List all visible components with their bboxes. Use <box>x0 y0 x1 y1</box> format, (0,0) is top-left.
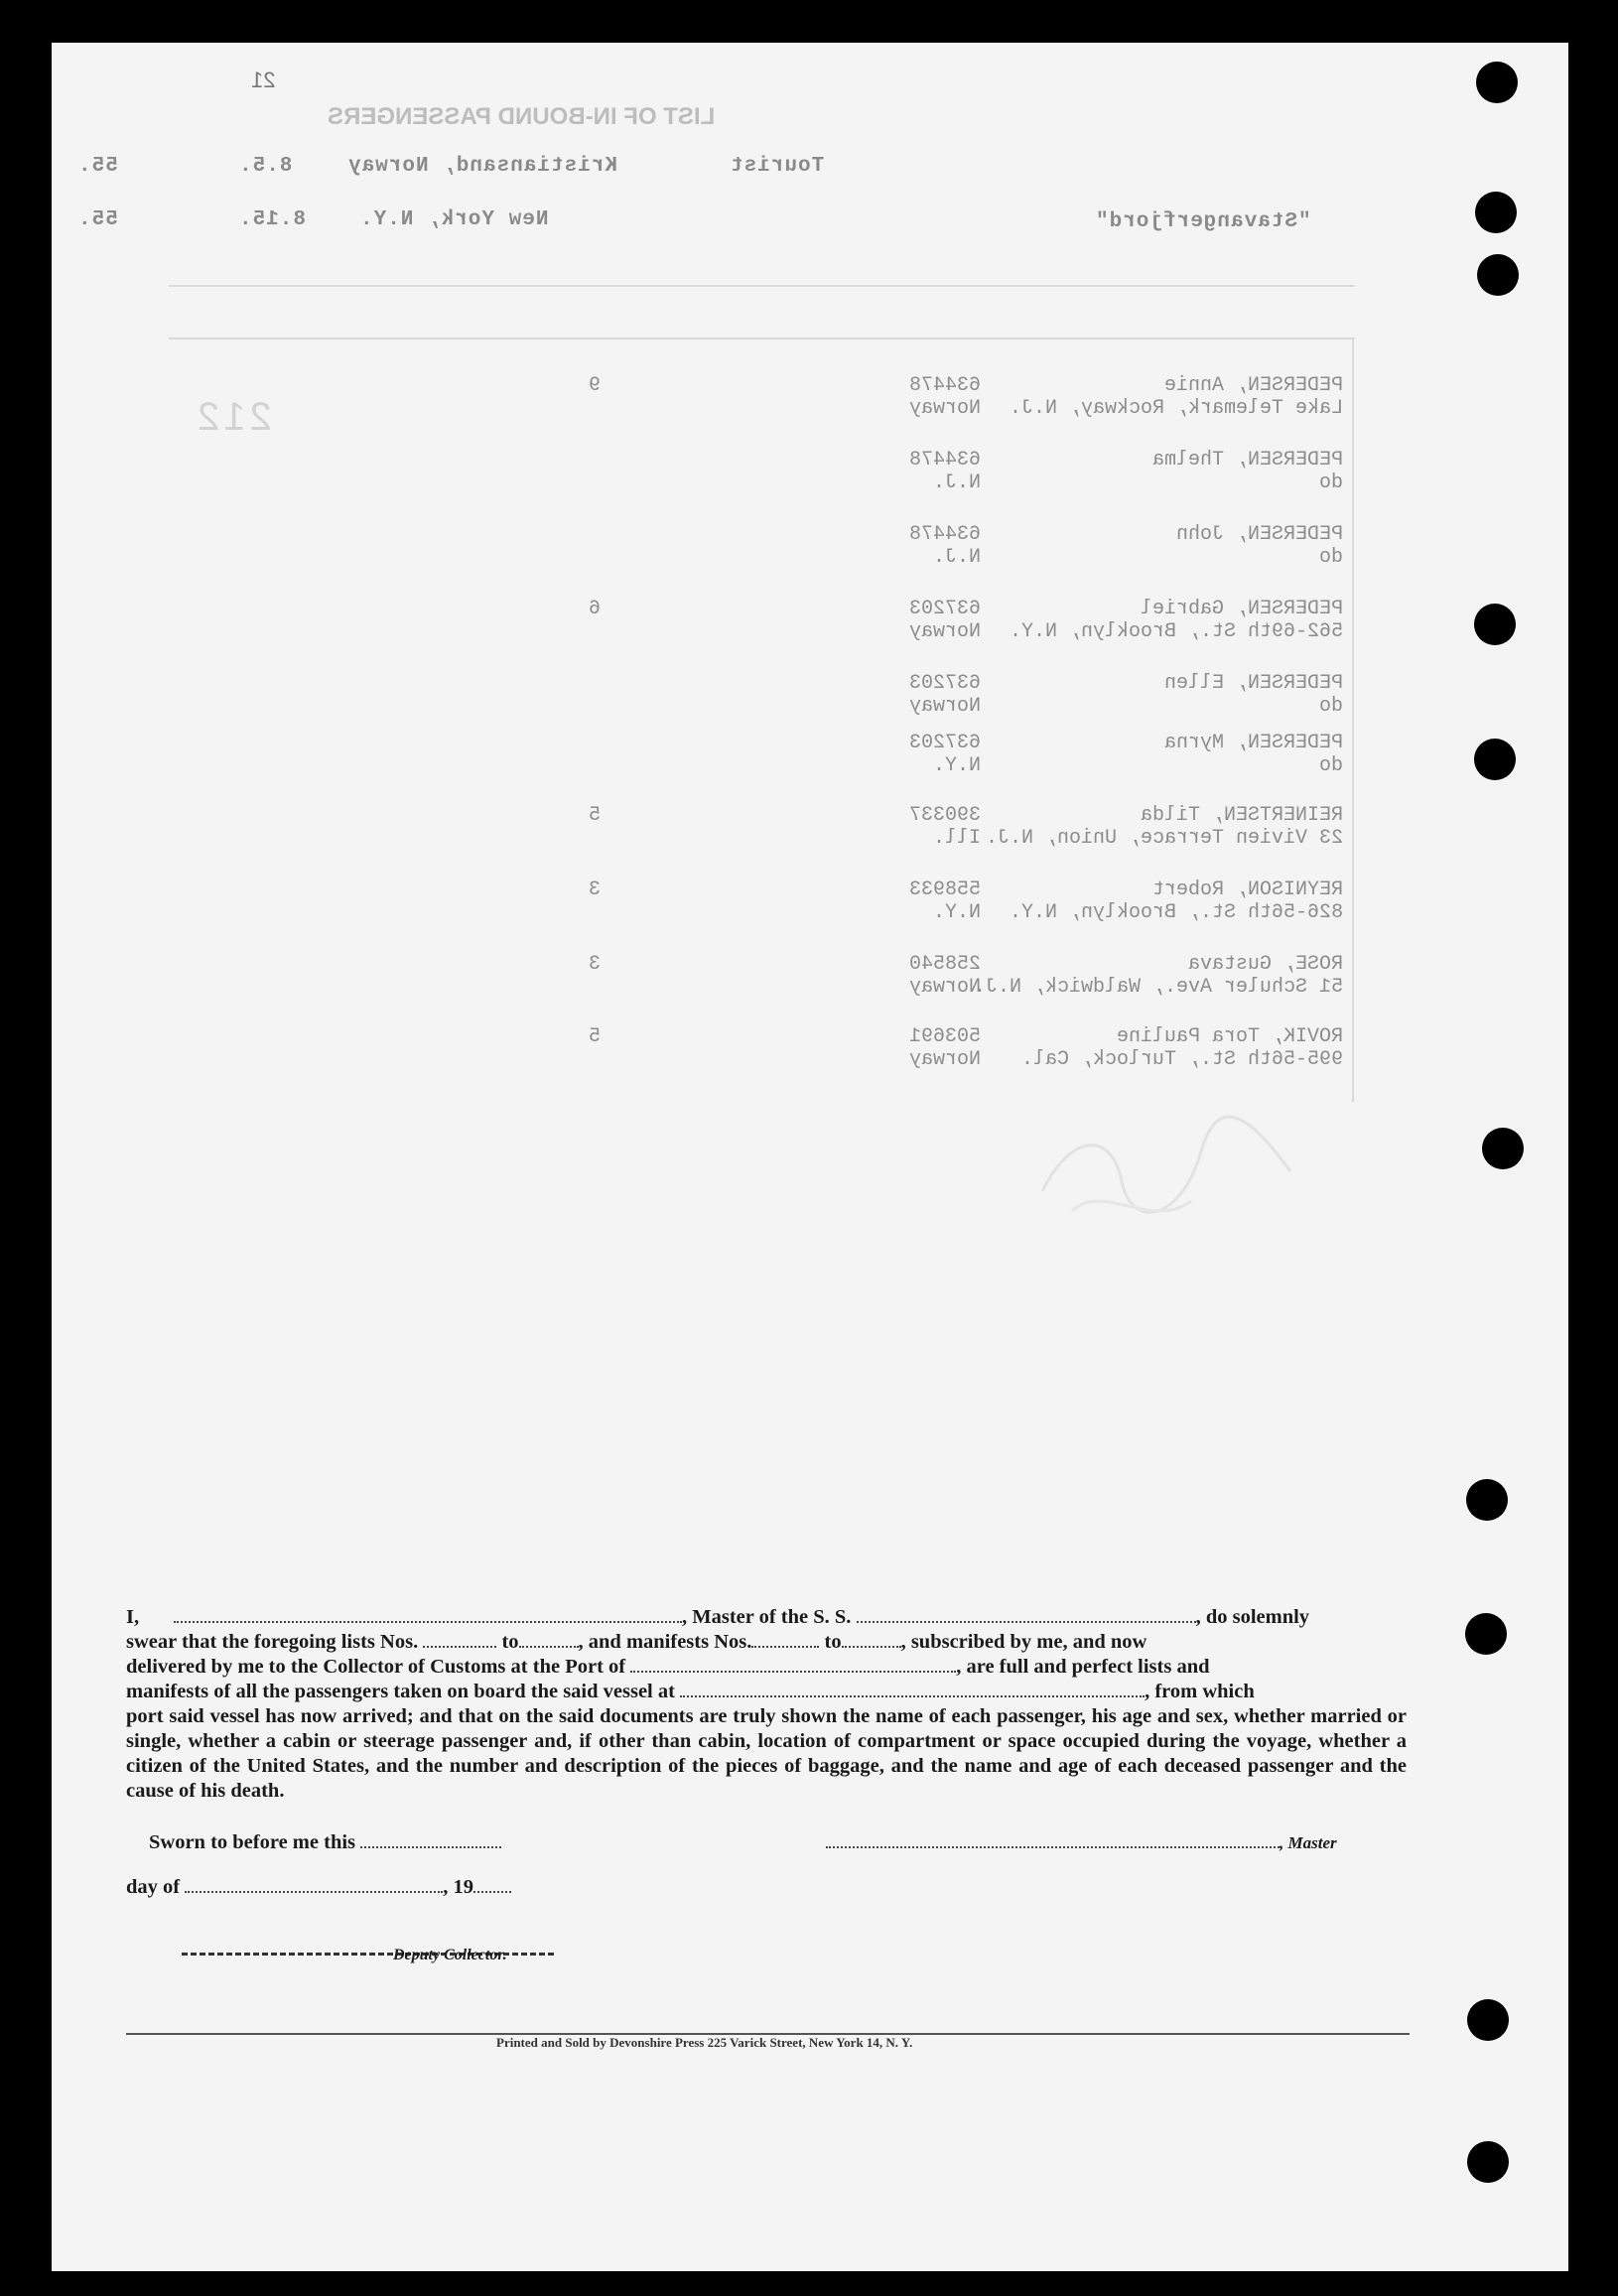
passenger-address: 826-56th St., Brooklyn, N.Y. <box>1009 901 1343 924</box>
passenger-name: ROSE, Gustava <box>1187 953 1343 976</box>
passenger-address: do <box>1318 695 1343 718</box>
passenger-count: 9 <box>589 374 602 397</box>
passenger-address: 51 Schuler Ave., Waldwick, N.J. <box>973 976 1343 999</box>
punch-hole <box>1476 62 1518 103</box>
oath-line-1: I, , Master of the S. S. , do solemnly <box>126 1606 1310 1628</box>
ghost-passenger-entry <box>747 732 1343 777</box>
passenger-number: 637203 <box>908 598 981 620</box>
passenger-address: do <box>1318 472 1343 494</box>
passenger-name: PEDERSEN, Gabriel <box>1140 598 1343 620</box>
day-of-row: day of , 19 <box>126 1876 511 1899</box>
punch-hole <box>1482 1128 1524 1169</box>
passenger-address: 562-69th St., Brooklyn, N.Y. <box>1009 620 1343 643</box>
list-to-blank[interactable] <box>519 1631 579 1648</box>
passenger-number: 558933 <box>908 878 981 901</box>
sworn-day-blank[interactable] <box>360 1831 501 1848</box>
port-blank[interactable] <box>630 1656 956 1673</box>
passenger-country: Norway <box>908 620 981 643</box>
manifest-to-blank[interactable] <box>842 1631 901 1648</box>
ghost-handwriting <box>1032 1112 1310 1241</box>
passenger-number: 258540 <box>908 953 981 976</box>
ghost-passenger-entry <box>589 598 1343 643</box>
punch-hole <box>1477 254 1519 296</box>
punch-hole <box>1467 1999 1509 2041</box>
passenger-country: N.Y. <box>932 901 981 924</box>
punch-hole <box>1467 2141 1509 2183</box>
ghost-rule <box>169 285 1355 287</box>
passenger-country: Norway <box>908 976 981 999</box>
master-signature-row: , Master <box>826 1831 1337 1854</box>
embark-port-blank[interactable] <box>680 1681 1145 1697</box>
ghost-stamp: 212 <box>194 395 272 439</box>
punch-hole <box>1474 604 1516 645</box>
ghost-passenger-entry <box>589 374 1343 420</box>
list-from-blank[interactable] <box>423 1631 496 1648</box>
punch-hole <box>1475 192 1517 233</box>
passenger-name: PEDERSEN, Myrna <box>1163 732 1343 754</box>
punch-hole <box>1466 1479 1508 1521</box>
oath-paragraph <box>126 1605 1407 1804</box>
ghost-year-2: 55. <box>77 208 118 231</box>
deputy-collector-label: Deputy Collector. <box>393 1947 507 1963</box>
oath-line-2: swear that the foregoing lists Nos. to , and manifests Nos. to , subscribed by me, and now <box>126 1631 1147 1653</box>
passenger-address: Lake Telemark, Rockway, N.J. <box>1009 397 1343 420</box>
passenger-number: 634478 <box>908 374 981 397</box>
ghost-page-number: 21 <box>251 68 276 92</box>
passenger-address: do <box>1318 754 1343 777</box>
passenger-name: REYNISON, Robert <box>1151 878 1343 901</box>
passenger-count: 5 <box>589 804 602 827</box>
punch-hole <box>1474 739 1516 780</box>
passenger-country: N.Y. <box>932 754 981 777</box>
passenger-country: Norway <box>908 1048 981 1071</box>
ghost-passenger-entry <box>747 523 1343 569</box>
ghost-port-1: Kristiansand, Norway <box>347 155 618 178</box>
passenger-country: Norway <box>908 397 981 420</box>
master-signature-blank[interactable] <box>826 1831 1280 1848</box>
passenger-count: 3 <box>589 953 602 976</box>
passenger-country: Norway <box>908 695 981 718</box>
ghost-passenger-entry <box>747 449 1343 494</box>
ghost-class: Tourist <box>730 155 825 178</box>
passenger-count: 6 <box>589 598 602 620</box>
passenger-number: 634478 <box>908 523 981 546</box>
passenger-number: 634478 <box>908 449 981 472</box>
ghost-passenger-entry <box>589 804 1343 850</box>
passenger-number: 390337 <box>908 804 981 827</box>
ghost-heading: LIST OF IN-BOUND PASSENGERS <box>328 103 716 130</box>
passenger-address: 995-56th St., Turlock, Cal. <box>1020 1048 1343 1071</box>
ghost-rule <box>1352 338 1354 1102</box>
passenger-number: 637203 <box>908 732 981 754</box>
punch-hole <box>1465 1613 1507 1655</box>
passenger-count: 3 <box>589 878 602 901</box>
master-name-blank[interactable] <box>174 1606 682 1623</box>
passenger-name: PEDERSEN, Ellen <box>1163 672 1343 695</box>
passenger-country: N.J. <box>932 472 981 494</box>
ghost-passenger-entry <box>589 953 1343 999</box>
passenger-country: N.J. <box>932 546 981 569</box>
year-blank[interactable] <box>473 1876 511 1893</box>
passenger-name: ROVIK, Tora Pauline <box>1116 1025 1343 1048</box>
oath-body: port said vessel has now arrived; and that on the said documents are truly shown the name of each passenger, his age and sex, whether married or single, whether a cabin or steerage passenger and, if other than cabin, location of compartment or space occupied during the voyage, whether a citizen of the United States, and the number and description of the pieces of baggage, and the name and age of each deceased passenger and the cause of his death. <box>126 1705 1407 1802</box>
passenger-address: 23 Vivien Terrace, Union, N.J. <box>985 827 1343 850</box>
ghost-passenger-entry <box>747 672 1343 718</box>
passenger-name: PEDERSEN, Thelma <box>1151 449 1343 472</box>
printer-imprint: Printed and Sold by Devonshire Press 225 Varick Street, New York 14, N. Y. <box>496 2035 913 2050</box>
ghost-year-1: 55. <box>77 155 118 178</box>
ship-name-blank[interactable] <box>857 1606 1196 1623</box>
oath-line-3: delivered by me to the Collector of Customs at the Port of , are full and perfect lists and <box>126 1656 1210 1678</box>
passenger-number: 503691 <box>908 1025 981 1048</box>
ghost-rule <box>169 338 1355 339</box>
ghost-date-1: 8.5. <box>238 155 293 178</box>
passenger-name: PEDERSEN, Annie <box>1163 374 1343 397</box>
ghost-port-2: New York, N.Y. <box>359 208 549 231</box>
passenger-country: Ill. <box>932 827 981 850</box>
passenger-name: PEDERSEN, John <box>1175 523 1343 546</box>
ghost-ship: "Stavangerfjord" <box>1095 210 1311 233</box>
ghost-passenger-entry <box>589 1025 1343 1071</box>
ghost-passenger-entry <box>589 878 1343 924</box>
sworn-row: Sworn to before me this <box>149 1831 501 1854</box>
month-blank[interactable] <box>185 1876 443 1893</box>
manifest-from-blank[interactable] <box>751 1631 819 1648</box>
passenger-number: 637203 <box>908 672 981 695</box>
passenger-name: REINERTSEN, Tilda <box>1140 804 1343 827</box>
ghost-date-2: 8.15. <box>238 208 307 231</box>
passenger-address: do <box>1318 546 1343 569</box>
passenger-count: 5 <box>589 1025 602 1048</box>
oath-line-4: manifests of all the passengers taken on board the said vessel at , from which <box>126 1681 1255 1702</box>
